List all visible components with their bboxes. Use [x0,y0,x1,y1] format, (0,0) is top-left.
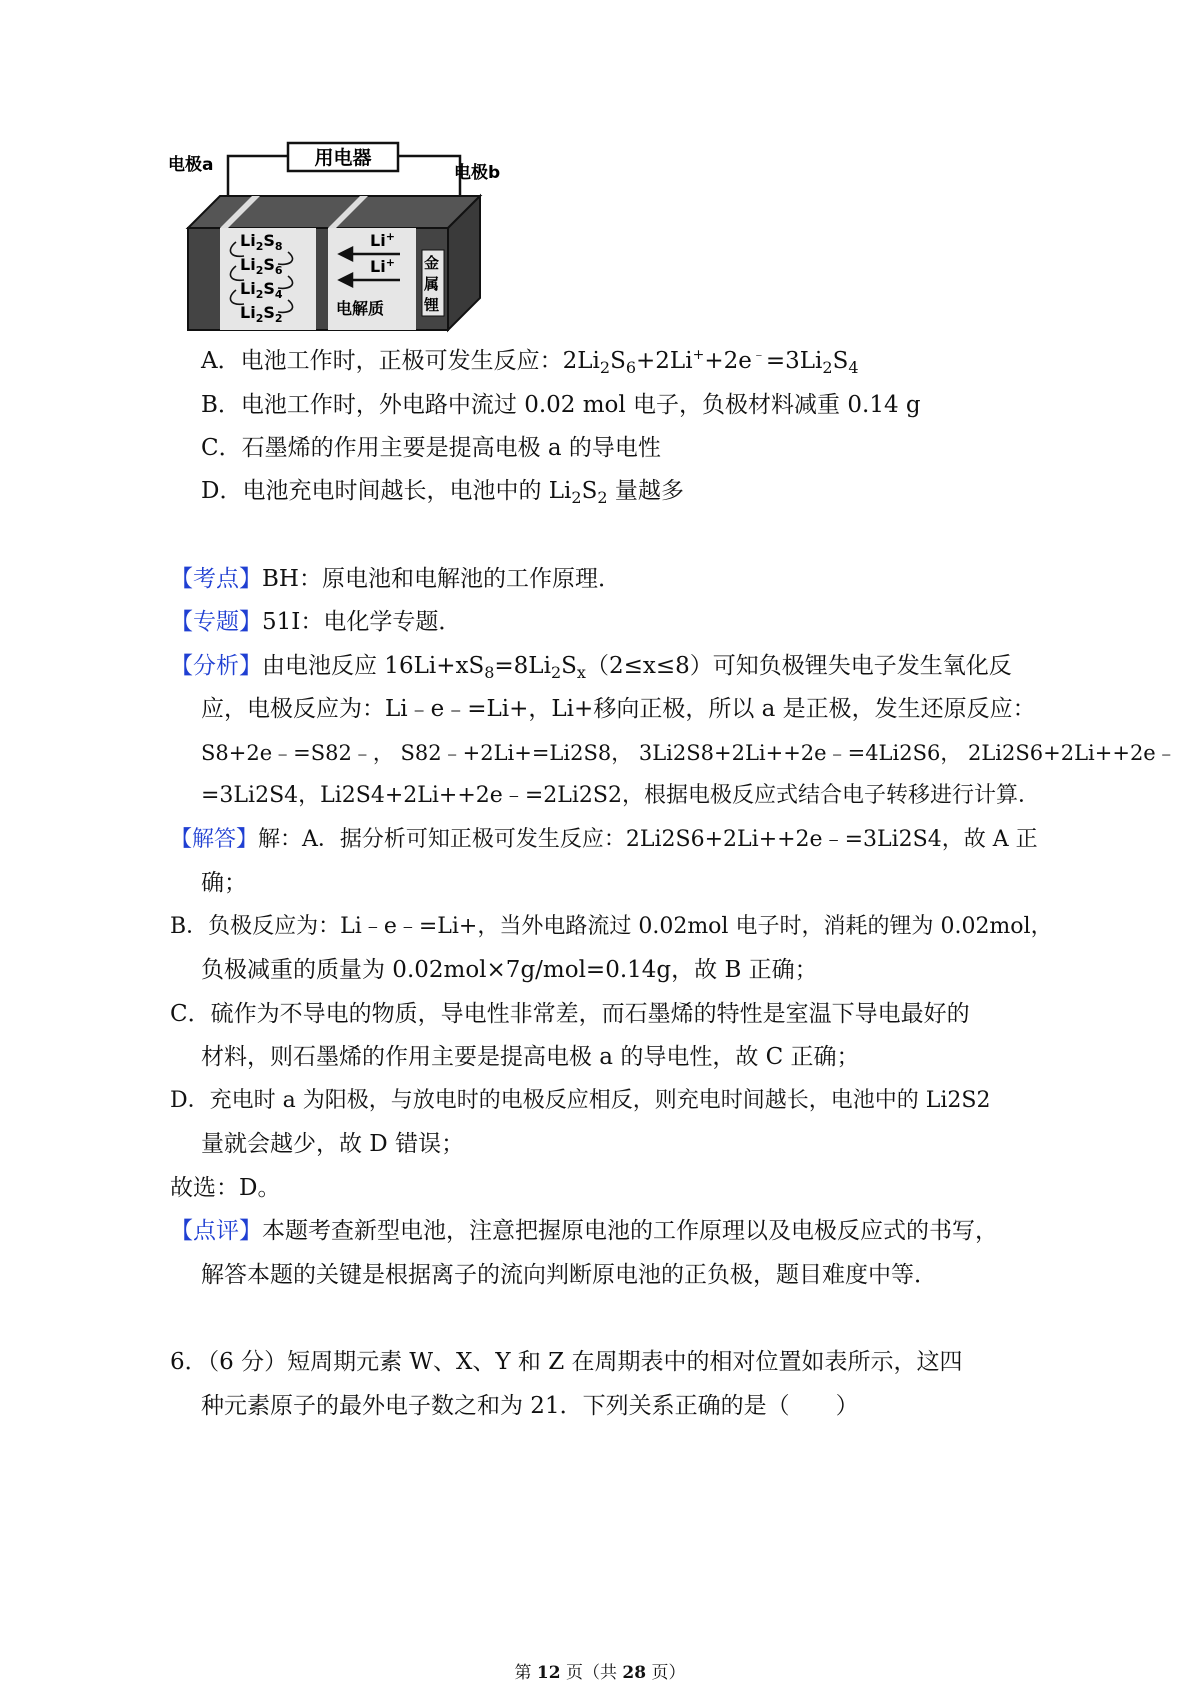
question-6-line-2: 种元素原子的最外电子数之和为 21．下列关系正确的是（ ） [201,1393,859,1419]
li-ion-label-2: Li+ [370,256,395,276]
li-ion-label-1: Li+ [370,230,395,250]
fenxi-line-4: =3Li2S4，Li2S4+2Li++2e﹣=2Li2S2，根据电极反应式结合电子转移进行计算． [201,783,1040,808]
jieda-line-1: 【解答】解：A．据分析可知正极可发生反应：2Li2S6+2Li++2e﹣=3Li2S4，故 A 正 [170,827,1038,852]
metal-li-label-1: 金 [424,254,440,272]
question-6-line-1: 6．（6 分）短周期元素 W、X、Y 和 Z 在周期表中的相对位置如表所示，这四 [170,1349,963,1375]
page-total: 28 [622,1663,647,1683]
option-b: B．电池工作时，外电路中流过 0.02 mol 电子，负极材料减重 0.14 g [201,392,921,418]
electrolyte-label: 电解质 [336,299,385,318]
fenxi-line-1: 【分析】由电池反应 $16Li+xS_8=8Li_2S_x(2\le x\le 8)$可知负极锂失电子发生氧化反 [170,653,1012,682]
b-line-1: B．负极反应为：Li﹣e﹣=Li+，当外电路流过 0.02mol 电子时，消耗的锂为 0.02mol， [170,914,1053,939]
species-li2s2: $Li_2S_2$ [240,303,283,325]
species-li2s4: $Li_2S_4$ [240,279,283,301]
appliance-label: 用电器 [314,147,372,169]
option-d: D．电池充电时间越长，电池中的 $Li_2S_2$ 量越多 [201,478,684,507]
fenxi-line-2: 应，电极反应为：Li﹣e﹣=Li+，Li+移向正极，所以 a 是正极，发生还原反应： [201,696,1036,722]
page-footer: 第 12 页（共 28 页） [514,1663,686,1683]
option-c: C．石墨烯的作用主要是提高电极 a 的导电性 [201,435,661,461]
species-li2s8: $Li_2S_8$ [240,231,283,253]
battery-diagram [160,138,530,338]
fenxi-line-3: S8+2e﹣=S82﹣， S82﹣+2Li+=Li2S8， 3Li2S8+2Li++2e﹣=4Li2S6， 2Li2S6+2Li++2e﹣ [201,741,1177,765]
species-li2s6: $Li_2S_6$ [240,255,283,277]
page-number: 12 [536,1663,561,1683]
kaodian-line: 【考点】BH：原电池和电解池的工作原理． [170,566,621,592]
c-line-1: C．硫作为不导电的物质，导电性非常差，而石墨烯的特性是室温下导电最好的 [170,1001,970,1027]
dianping-line-2: 解答本题的关键是根据离子的流向判断原电池的正负极，题目难度中等． [201,1262,937,1288]
d-line-2: 量就会越少，故 D 错误； [201,1131,465,1157]
metal-li-label-2: 属 [424,275,440,293]
c-line-2: 材料，则石墨烯的作用主要是提高电极 a 的导电性，故 C 正确； [201,1044,860,1070]
dianping-line-1: 【点评】本题考查新型电池，注意把握原电池的工作原理以及电极反应式的书写， [170,1218,998,1244]
electrode-b-label: 电极b [454,163,501,183]
b-line-2: 负极减重的质量为 0.02mol×7g/mol=0.14g，故 B 正确； [201,957,818,983]
d-line-1: D．充电时 a 为阳极，与放电时的电极反应相反，则充电时间越长，电池中的 Li2S2 [170,1088,991,1113]
zhuanti-line: 【专题】51I：电化学专题． [170,609,462,635]
metal-li-label-3: 锂 [424,296,440,314]
answer-line: 故选：D。 [170,1175,281,1201]
electrode-a-label: 电极a [168,155,214,175]
option-a: A．电池工作时，正极可发生反应：$2Li_2S_6+2Li^++2e^﹣=3Li_2S_4$ [201,347,859,377]
jieda-line-2: 确； [201,870,247,896]
